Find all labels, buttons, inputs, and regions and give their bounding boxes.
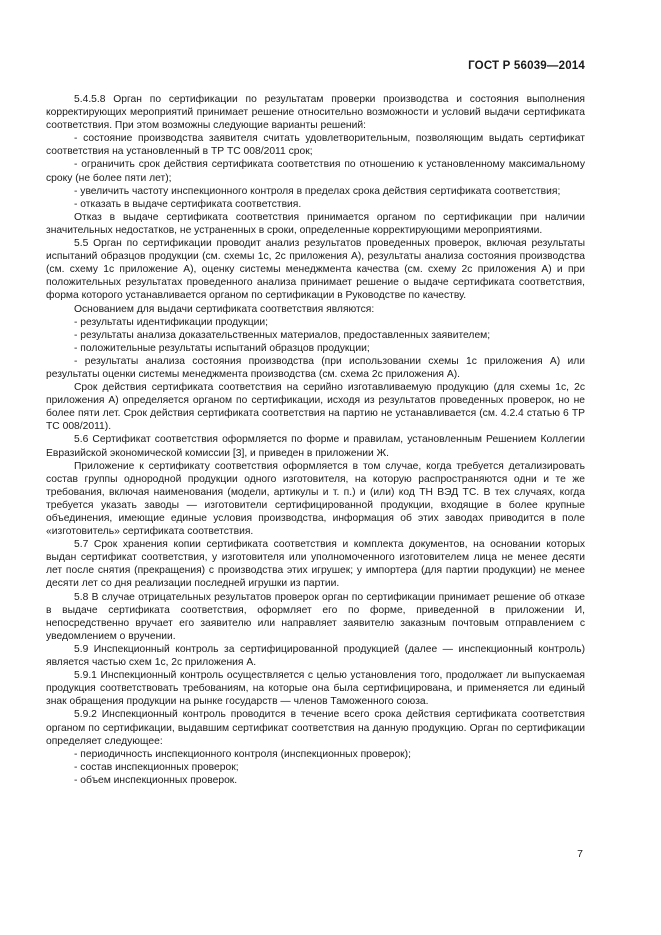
paragraph: 5.9 Инспекционный контроль за сертифицированной продукцией (далее — инспекционный контроль) является частью схем 1с, 2с приложения А.: [46, 643, 585, 669]
list-item: - ограничить срок действия сертификата соответствия по отношению к установленному максимальному сроку (не более пяти лет);: [46, 159, 585, 184]
paragraph: 5.6 Сертификат соответствия оформляется по форме и правилам, установленным Решением Коллегии Евразийской экономической комиссии [3], и приведен в приложении Ж.: [46, 434, 585, 459]
list-item: - объем инспекционных проверок.: [74, 774, 238, 786]
paragraph: 5.8 В случае отрицательных результатов проверок орган по сертификации принимает решение об отказе в выдаче сертификата соответствия, оформляет его по форме, приведенной в приложении И, непосредственно вручает его заявителю или направляет заявителю заказным почтовым отправлением с уведомлением о вручении.: [46, 591, 585, 642]
paragraph: Основанием для выдачи сертификата соответствия являются:: [74, 303, 375, 315]
list-item: - отказать в выдаче сертификата соответствия.: [74, 198, 302, 210]
paragraph: 5.9.1 Инспекционный контроль осуществляется с целью установления того, продолжает ли выпускаемая продукция соответствовать требованиям, на которые она была сертифицирована, и применяется ли единый знак обращения продукции на рынке государств — членов Таможенного союза.: [46, 670, 585, 708]
paragraph: 5.5 Орган по сертификации проводит анализ результатов проведенных проверок, включая результаты испытаний образцов продукции (см. схемы 1с, 2с приложения А), результаты анализа состояния производства (см. схему 1с приложение А), оценку системы менеджмента качества (см. схему 2с приложения А) и при положительных результатах проведенного анализа принимает решение о выдаче сертификата соответствия, форма которого устанавливается органом по сертификации в Руководстве по качеству.: [46, 238, 585, 302]
paragraph: Отказ в выдаче сертификата соответствия принимается органом по сертификации при наличии значительных недостатков, не устраненных в сроки, определенные корректирующими мероприятиями.: [46, 211, 585, 236]
page-number: 7: [577, 848, 583, 860]
list-item: - периодичность инспекционного контроля (инспекционных проверок);: [74, 748, 411, 760]
document-standard-id: ГОСТ Р 56039—2014: [468, 60, 585, 72]
list-item: - увеличить частоту инспекционного контроля в пределах срока действия сертификата соответствия;: [74, 185, 561, 197]
paragraph: Срок действия сертификата соответствия на серийно изготавливаемую продукцию (для схемы 1с, 2с приложения А) определяется органом по сертификации, исходя из результатов проведенных проверок, но не более пяти лет. Срок действия сертификата соответствия на партию не устанавливается (см. 4.2.4 статью 6 ТР ТС 008/2011).: [46, 382, 585, 433]
paragraph: 5.9.2 Инспекционный контроль проводится в течение всего срока действия сертификата соответствия органом по сертификации, выдавшим сертификат соответствия на данную продукцию. Орган по сертификации определяет следующее:: [46, 709, 585, 747]
list-item: - результаты идентификации продукции;: [74, 316, 269, 328]
paragraph: Приложение к сертификату соответствия оформляется в том случае, когда требуется детализировать состав группы однородной продукции одного изготовителя, на которую распространяются одни и те же требования, включая наименования (модели, артикулы и т. п.) и (или) код ТН ВЭД ТС. В тех случаях, когда требуется указать заводы — изготовители сертифицированной продукции, входящие в более крупные объединения, имеющие единые условия производства, информация об этих заводах приводится в поле «изготовитель» сертификата соответствия.: [46, 460, 585, 538]
list-item: - результаты анализа доказательственных материалов, предоставленных заявителем;: [74, 329, 491, 341]
list-item: - положительные результаты испытаний образцов продукции;: [74, 342, 370, 354]
list-item: - состояние производства заявителя считать удовлетворительным, позволяющим выдать сертификат соответствия на установленный в ТР ТС 008/2011 срок;: [46, 133, 585, 158]
list-item: - результаты анализа состояния производства (при использовании схемы 1с приложения А) или результаты оценки системы менеджмента производства (см. схема 2с приложения А).: [46, 355, 585, 380]
paragraph: 5.4.5.8 Орган по сертификации по результатам проверки производства и состояния выполнения корректирующих мероприятий принимает решение относительно возможности и условий выдачи сертификата соответствия. При этом возможны следующие варианты решений:: [46, 94, 585, 132]
list-item: - состав инспекционных проверок;: [74, 761, 239, 773]
paragraph: 5.7 Срок хранения копии сертификата соответствия и комплекта документов, на основании которых выдан сертификат соответствия, у изготовителя или уполномоченного изготовителем лица не менее десяти лет после снятия (прекращения) с производства этих игрушек; у импортера (для партии продукции) не менее десяти лет со дня реализации последней игрушки из партии.: [46, 539, 585, 590]
document-body: [46, 93, 585, 787]
